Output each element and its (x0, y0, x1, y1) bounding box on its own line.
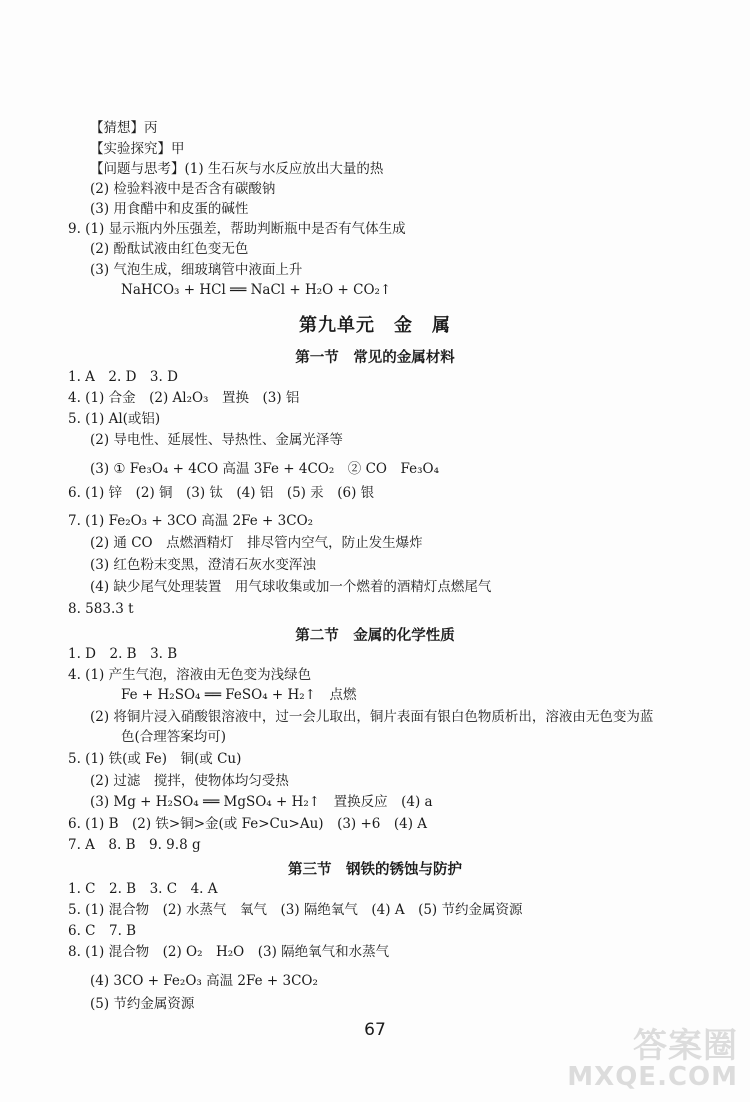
answer-line: (3) 用食醋中和皮蛋的碱性 (90, 201, 249, 217)
answer-line: (2) 将铜片浸入硝酸银溶液中，过一会儿取出，铜片表面有银白色物质析出，溶液由无色变为蓝 (90, 709, 654, 725)
equation-line: Fe + H₂SO₄ ══ FeSO₄ + H₂↑ 点燃 (121, 687, 357, 703)
answer-line: (2) 过滤 搅拌，使物体均匀受热 (90, 773, 289, 789)
equation-line: 7. (1) Fe₂O₃ + 3CO 高温 2Fe + 3CO₂ (68, 513, 314, 529)
answer-line: 【猜想】丙 (90, 120, 158, 136)
section-title: 第二节 金属的化学性质 (295, 628, 455, 644)
answer-line: 6. (1) B (2) 铁>铜>金(或 Fe>Cu>Au) (3) +6 (4) A (68, 816, 428, 832)
answer-line: 4. (1) 合金 (2) Al₂O₃ 置换 (3) 铝 (68, 390, 300, 406)
section-title: 第三节 钢铁的锈蚀与防护 (288, 862, 462, 878)
answer-line: 6. (1) 锌 (2) 铜 (3) 钛 (4) 铝 (5) 汞 (6) 银 (68, 485, 375, 501)
answer-line: (5) 节约金属资源 (90, 996, 195, 1012)
equation-line: (4) 3CO + Fe₂O₃ 高温 2Fe + 3CO₂ (90, 973, 318, 989)
answer-line: (3) 红色粉末变黑，澄清石灰水变浑浊 (90, 557, 316, 573)
answer-line: 5. (1) Al(或铝) (68, 411, 161, 427)
watermark-top: 答案圈 (633, 1026, 738, 1066)
answer-line: (3) 气泡生成，细玻璃管中液面上升 (90, 262, 303, 278)
watermark-bottom: MXQE.COM (567, 1062, 738, 1092)
section-title: 第一节 常见的金属材料 (295, 350, 455, 366)
answer-line: 9. (1) 显示瓶内外压强差，帮助判断瓶中是否有气体生成 (68, 221, 406, 237)
unit-title: 第九单元 金 属 (299, 315, 451, 336)
answer-line: 1. C 2. B 3. C 4. A (68, 881, 218, 897)
answer-line: (2) 酚酞试液由红色变无色 (90, 241, 249, 257)
answer-line: 5. (1) 混合物 (2) 水蒸气 氧气 (3) 隔绝氧气 (4) A (5) 节约金属资源 (68, 902, 523, 918)
answer-line: 1. D 2. B 3. B (68, 646, 178, 662)
watermark-logo (567, 1016, 742, 1096)
answer-line: (2) 检验料液中是否含有碳酸钠 (90, 181, 276, 197)
answer-line: 5. (1) 铁(或 Fe) 铜(或 Cu) (68, 751, 242, 767)
answer-line: (2) 导电性、延展性、导热性、金属光泽等 (90, 432, 343, 448)
equation-line: (3) Mg + H₂SO₄ ══ MgSO₄ + H₂↑ 置换反应 (4) a (90, 794, 433, 810)
answer-line: (2) 通 CO 点燃酒精灯 排尽管内空气，防止发生爆炸 (90, 535, 423, 551)
answer-line: 4. (1) 产生气泡，溶液由无色变为浅绿色 (68, 667, 312, 683)
answer-line: 8. (1) 混合物 (2) O₂ H₂O (3) 隔绝氧气和水蒸气 (68, 944, 390, 960)
equation-line: NaHCO₃ + HCl ══ NaCl + H₂O + CO₂↑ (121, 282, 392, 298)
answer-line: 1. A 2. D 3. D (68, 369, 178, 385)
answer-line: 6. C 7. B (68, 923, 137, 939)
page-number: 67 (364, 1020, 386, 1040)
answer-line: 色(合理答案均可) (121, 729, 227, 745)
answer-line: 【问题与思考】(1) 生石灰与水反应放出大量的热 (90, 161, 384, 177)
answer-line: 8. 583.3 t (68, 601, 134, 617)
answer-line: (4) 缺少尾气处理装置 用气球收集或加一个燃着的酒精灯点燃尾气 (90, 579, 492, 595)
answer-line: 7. A 8. B 9. 9.8 g (68, 837, 201, 853)
answer-line: 【实验探究】甲 (90, 141, 185, 157)
equation-line: (3) ① Fe₃O₄ + 4CO 高温 3Fe + 4CO₂ ② CO Fe₃O₄ (90, 461, 439, 477)
